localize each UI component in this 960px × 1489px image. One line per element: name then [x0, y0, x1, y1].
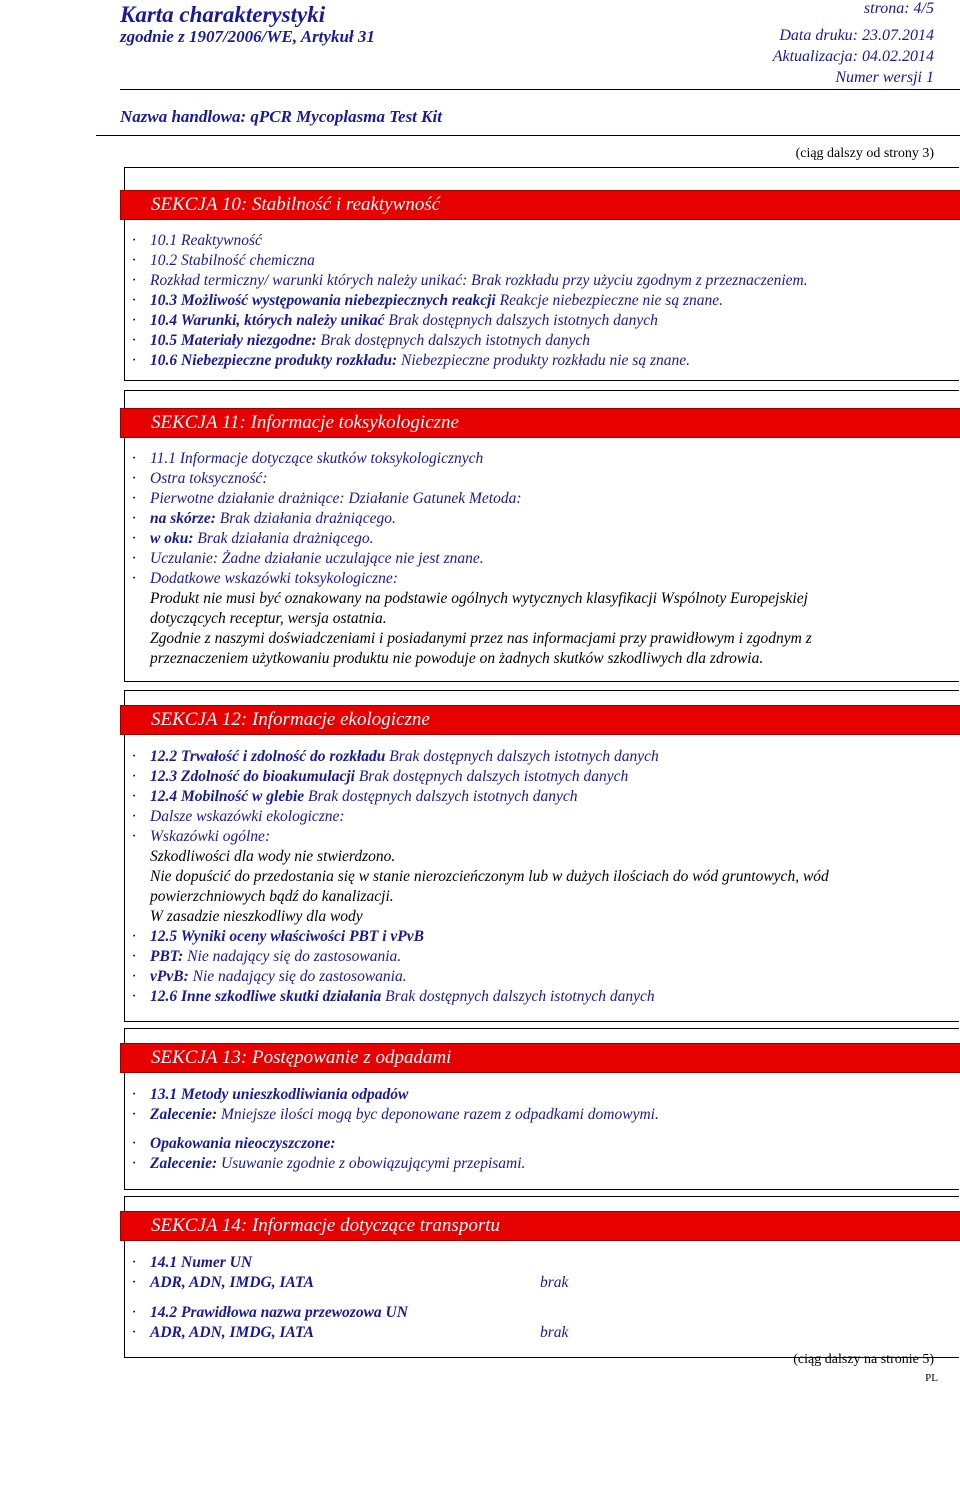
list-item: · 12.6 Inne szkodliwe skutki działania Brak dostępnych dalszych istotnych danych: [132, 988, 655, 1005]
paragraph: Nie dopuścić do przedostania się w stanie nierozcieńczonym lub w dużych ilościach do wód gruntowych, wód: [150, 868, 829, 885]
list-item: · Dodatkowe wskazówki toksykologiczne:: [132, 570, 398, 587]
section-10-title: SEKCJA 10: Stabilność i reaktywność: [120, 190, 960, 220]
print-date: Data druku: 23.07.2014: [779, 27, 934, 44]
list-item: · 12.5 Wyniki oceny właściwości PBT i vPvB: [132, 928, 424, 945]
paragraph: Szkodliwości dla wody nie stwierdzono.: [150, 848, 396, 865]
list-item: · PBT: Nie nadający się do zastosowania.: [132, 948, 402, 965]
list-item: · 10.4 Warunki, których należy unikać Brak dostępnych dalszych istotnych danych: [132, 312, 658, 329]
trade-divider: [96, 135, 960, 136]
paragraph: powierzchniowych bądź do kanalizacji.: [150, 888, 394, 905]
section-14-title: SEKCJA 14: Informacje dotyczące transportu: [120, 1211, 960, 1241]
shipping-name-value: brak: [540, 1324, 569, 1341]
list-item: · Opakowania nieoczyszczone:: [132, 1135, 336, 1152]
list-item: · Uczulanie: Żadne działanie uczulające nie jest znane.: [132, 550, 484, 567]
continued-from: (ciąg dalszy od strony 3): [795, 146, 934, 161]
language-code: PL: [925, 1372, 938, 1384]
list-item: · 14.1 Numer UN: [132, 1254, 253, 1271]
paragraph: Produkt nie musi być oznakowany na podstawie ogólnych wytycznych klasyfikacji Wspólnoty Europejskiej: [150, 590, 808, 607]
list-item: · Zalecenie: Mniejsze ilości mogą byc deponowane razem z odpadkami domowymi.: [132, 1106, 659, 1123]
list-item: · 12.4 Mobilność w glebie Brak dostępnych dalszych istotnych danych: [132, 788, 578, 805]
update-date: Aktualizacja: 04.02.2014: [772, 48, 934, 65]
list-item: · ADR, ADN, IMDG, IATA: [132, 1324, 314, 1341]
list-item: · 13.1 Metody unieszkodliwiania odpadów: [132, 1086, 409, 1103]
list-item: · 10.5 Materiały niezgodne: Brak dostępnych dalszych istotnych danych: [132, 332, 590, 349]
section-13-title: SEKCJA 13: Postępowanie z odpadami: [120, 1043, 960, 1073]
list-item: · 10.2 Stabilność chemiczna: [132, 252, 315, 269]
regulation-reference: zgodnie z 1907/2006/WE, Artykuł 31: [120, 27, 375, 46]
list-item: · ADR, ADN, IMDG, IATA: [132, 1274, 314, 1291]
list-item: · w oku: Brak działania drażniącego.: [132, 530, 374, 547]
document-title: Karta charakterystyki: [120, 2, 326, 27]
continued-to: (ciąg dalszy na stronie 5): [793, 1352, 934, 1367]
paragraph: Zgodnie z naszymi doświadczeniami i posiadanymi przez nas informacjami przy prawidłowym i zgodnym z: [150, 630, 812, 647]
list-item: · 10.3 Możliwość występowania niebezpiecznych reakcji Reakcje niebezpieczne nie są znane.: [132, 292, 723, 309]
section-12-title: SEKCJA 12: Informacje ekologiczne: [120, 705, 960, 735]
list-item: · Rozkład termiczny/ warunki których należy unikać: Brak rozkładu przy użyciu zgodnym z przeznaczeniem.: [132, 272, 808, 289]
paragraph: dotyczących receptur, wersja ostatnia.: [150, 610, 387, 627]
page-number: strona: 4/5: [863, 0, 934, 17]
list-item: · na skórze: Brak działania drażniącego.: [132, 510, 396, 527]
list-item: · 11.1 Informacje dotyczące skutków toksykologicznych: [132, 450, 484, 467]
un-number-value: brak: [540, 1274, 569, 1291]
list-item: · 14.2 Prawidłowa nazwa przewozowa UN: [132, 1304, 408, 1321]
list-item: · 10.1 Reaktywność: [132, 232, 262, 249]
trade-name: Nazwa handlowa: qPCR Mycoplasma Test Kit: [120, 107, 442, 126]
paragraph: W zasadzie nieszkodliwy dla wody: [150, 908, 363, 925]
section-11-title: SEKCJA 11: Informacje toksykologiczne: [120, 408, 960, 438]
version-number: Numer wersji 1: [835, 69, 934, 86]
list-item: · 12.3 Zdolność do bioakumulacji Brak dostępnych dalszych istotnych danych: [132, 768, 629, 785]
list-item: · Ostra toksyczność:: [132, 470, 268, 487]
list-item: · Wskazówki ogólne:: [132, 828, 271, 845]
list-item: · Zalecenie: Usuwanie zgodnie z obowiązującymi przepisami.: [132, 1155, 526, 1172]
list-item: · Pierwotne działanie drażniące: Działanie Gatunek Metoda:: [132, 490, 522, 507]
paragraph: przeznaczeniem użytkowaniu produktu nie powoduje on żadnych skutków szkodliwych dla zdrowia.: [150, 650, 764, 667]
header-divider: [120, 89, 960, 90]
list-item: · 10.6 Niebezpieczne produkty rozkładu: Niebezpieczne produkty rozkładu nie są znane.: [132, 352, 691, 369]
list-item: · vPvB: Nie nadający się do zastosowania.: [132, 968, 407, 985]
list-item: · Dalsze wskazówki ekologiczne:: [132, 808, 345, 825]
list-item: · 12.2 Trwałość i zdolność do rozkładu Brak dostępnych dalszych istotnych danych: [132, 748, 659, 765]
